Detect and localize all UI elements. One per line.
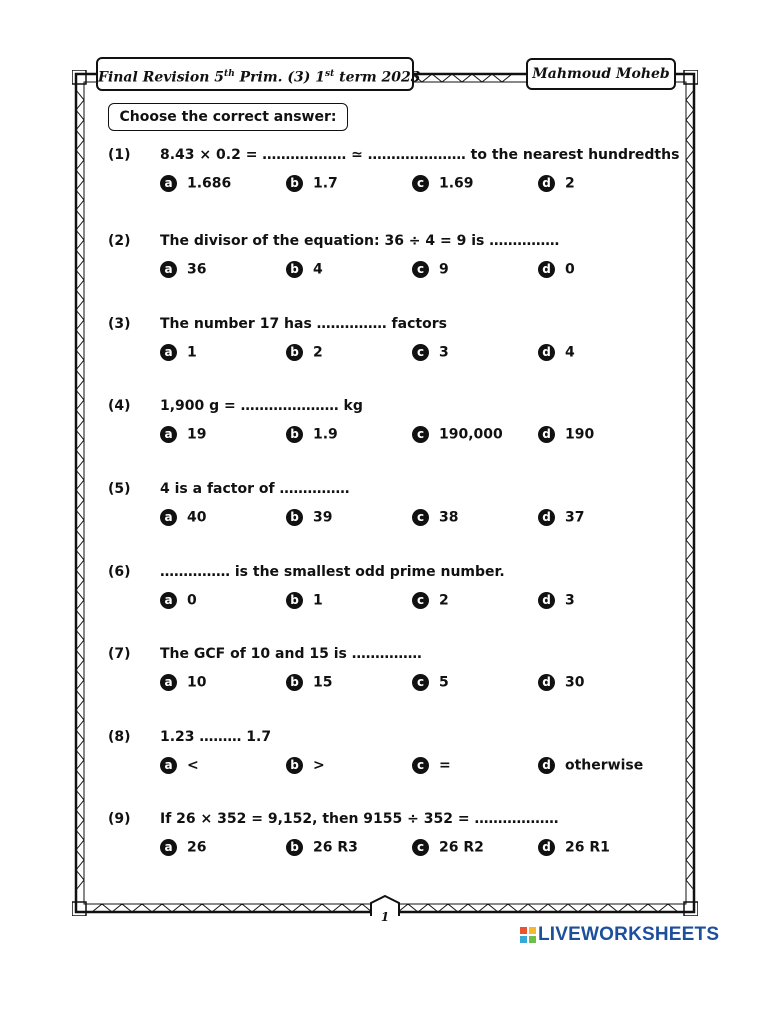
author-name: Mahmoud Moheb xyxy=(526,58,676,90)
option-d[interactable] xyxy=(538,674,584,691)
option-value: 26 R3 xyxy=(313,839,358,856)
option-value: 1 xyxy=(313,592,323,609)
option-value: 19 xyxy=(187,426,207,443)
option-value: otherwise xyxy=(565,757,644,774)
worksheet-title: Final Revision 5th Prim. (3) 1st term 2023 xyxy=(96,57,414,91)
option-letter-c-icon: c xyxy=(412,757,429,774)
option-value: 30 xyxy=(565,674,585,691)
option-b[interactable] xyxy=(286,509,332,526)
liveworksheets-logo xyxy=(520,924,719,948)
option-value: 1.69 xyxy=(439,175,474,192)
option-d[interactable] xyxy=(538,175,575,192)
option-value: 26 R2 xyxy=(439,839,484,856)
option-value: 4 xyxy=(565,344,575,361)
option-value: 1.686 xyxy=(187,175,232,192)
option-value: 1.9 xyxy=(313,426,338,443)
option-letter-a-icon: a xyxy=(160,509,177,526)
option-letter-c-icon: c xyxy=(412,261,429,278)
option-value: 40 xyxy=(187,509,207,526)
option-value: > xyxy=(313,757,325,774)
option-d[interactable] xyxy=(538,839,610,856)
option-b[interactable] xyxy=(286,426,338,443)
option-value: 26 R1 xyxy=(565,839,610,856)
option-letter-b-icon: b xyxy=(286,344,303,361)
option-c[interactable] xyxy=(412,674,449,691)
option-value: 0 xyxy=(187,592,197,609)
option-value: 38 xyxy=(439,509,459,526)
option-a[interactable] xyxy=(160,674,206,691)
brand-text: LIVEWORKSHEETS xyxy=(538,924,720,945)
option-letter-c-icon: c xyxy=(412,592,429,609)
question-stem: 8.43 × 0.2 = ……………… ≃ ………………… to the nearest hundredths xyxy=(160,147,680,163)
option-letter-b-icon: b xyxy=(286,509,303,526)
option-c[interactable] xyxy=(412,175,474,192)
option-a[interactable] xyxy=(160,426,206,443)
option-value: 2 xyxy=(313,344,323,361)
option-letter-a-icon: a xyxy=(160,592,177,609)
option-b[interactable] xyxy=(286,757,325,774)
option-letter-b-icon: b xyxy=(286,757,303,774)
option-value: 3 xyxy=(439,344,449,361)
option-value: 10 xyxy=(187,674,207,691)
option-value: 9 xyxy=(439,261,449,278)
option-a[interactable] xyxy=(160,509,206,526)
option-d[interactable] xyxy=(538,509,584,526)
question-stem: 1.23 ……… 1.7 xyxy=(160,729,272,745)
option-letter-b-icon: b xyxy=(286,674,303,691)
question-stem: The GCF of 10 and 15 is …………… xyxy=(160,646,422,662)
option-b[interactable] xyxy=(286,674,332,691)
question-number: (9) xyxy=(108,811,131,827)
option-value: 190 xyxy=(565,426,595,443)
question-stem: If 26 × 352 = 9,152, then 9155 ÷ 352 = ……………… xyxy=(160,811,559,827)
option-value: 2 xyxy=(439,592,449,609)
option-b[interactable] xyxy=(286,344,323,361)
question-number: (8) xyxy=(108,729,131,745)
question-stem: 4 is a factor of …………… xyxy=(160,481,350,497)
question-number: (1) xyxy=(108,147,131,163)
option-b[interactable] xyxy=(286,175,338,192)
option-c[interactable] xyxy=(412,839,484,856)
option-d[interactable] xyxy=(538,344,575,361)
instruction-label: Choose the correct answer: xyxy=(108,103,348,131)
page-number: 1 xyxy=(380,910,390,924)
option-letter-a-icon: a xyxy=(160,674,177,691)
option-a[interactable] xyxy=(160,344,197,361)
question-stem: 1,900 g = ………………… kg xyxy=(160,398,363,414)
option-b[interactable] xyxy=(286,261,323,278)
option-letter-c-icon: c xyxy=(412,426,429,443)
option-b[interactable] xyxy=(286,592,323,609)
option-a[interactable] xyxy=(160,592,197,609)
option-letter-d-icon: d xyxy=(538,592,555,609)
option-a[interactable] xyxy=(160,757,199,774)
question-number: (7) xyxy=(108,646,131,662)
option-letter-a-icon: a xyxy=(160,344,177,361)
option-value: 39 xyxy=(313,509,333,526)
option-letter-d-icon: d xyxy=(538,839,555,856)
option-letter-c-icon: c xyxy=(412,674,429,691)
option-letter-d-icon: d xyxy=(538,509,555,526)
option-letter-a-icon: a xyxy=(160,839,177,856)
option-letter-d-icon: d xyxy=(538,175,555,192)
option-c[interactable] xyxy=(412,426,503,443)
question-stem: The number 17 has …………… factors xyxy=(160,316,447,332)
question-number: (5) xyxy=(108,481,131,497)
liveworksheets-logo-icon xyxy=(520,927,536,943)
question-stem: …………… is the smallest odd prime number. xyxy=(160,564,505,580)
option-d[interactable] xyxy=(538,426,594,443)
option-letter-c-icon: c xyxy=(412,839,429,856)
option-letter-b-icon: b xyxy=(286,261,303,278)
option-value: 2 xyxy=(565,175,575,192)
question-number: (4) xyxy=(108,398,131,414)
option-letter-d-icon: d xyxy=(538,674,555,691)
option-c[interactable] xyxy=(412,261,449,278)
option-letter-b-icon: b xyxy=(286,175,303,192)
option-value: 190,000 xyxy=(439,426,503,443)
option-value: 26 xyxy=(187,839,207,856)
question-stem: The divisor of the equation: 36 ÷ 4 = 9 is …………… xyxy=(160,233,560,249)
option-letter-c-icon: c xyxy=(412,175,429,192)
option-letter-b-icon: b xyxy=(286,592,303,609)
option-letter-a-icon: a xyxy=(160,426,177,443)
option-letter-a-icon: a xyxy=(160,175,177,192)
option-a[interactable] xyxy=(160,261,206,278)
option-c[interactable] xyxy=(412,344,449,361)
option-letter-d-icon: d xyxy=(538,261,555,278)
option-value: 5 xyxy=(439,674,449,691)
option-value: = xyxy=(439,757,451,774)
option-letter-a-icon: a xyxy=(160,261,177,278)
option-letter-c-icon: c xyxy=(412,344,429,361)
option-d[interactable] xyxy=(538,757,643,774)
option-c[interactable] xyxy=(412,757,451,774)
option-letter-c-icon: c xyxy=(412,509,429,526)
option-value: 1 xyxy=(187,344,197,361)
option-value: 3 xyxy=(565,592,575,609)
option-letter-d-icon: d xyxy=(538,426,555,443)
option-value: 4 xyxy=(313,261,323,278)
option-value: 36 xyxy=(187,261,207,278)
option-letter-a-icon: a xyxy=(160,757,177,774)
option-a[interactable] xyxy=(160,175,231,192)
option-value: < xyxy=(187,757,199,774)
option-a[interactable] xyxy=(160,839,206,856)
option-c[interactable] xyxy=(412,509,458,526)
option-letter-d-icon: d xyxy=(538,344,555,361)
option-b[interactable] xyxy=(286,839,358,856)
option-letter-d-icon: d xyxy=(538,757,555,774)
option-value: 0 xyxy=(565,261,575,278)
option-c[interactable] xyxy=(412,592,449,609)
question-number: (6) xyxy=(108,564,131,580)
option-value: 15 xyxy=(313,674,333,691)
question-number: (2) xyxy=(108,233,131,249)
option-d[interactable] xyxy=(538,261,575,278)
option-letter-b-icon: b xyxy=(286,426,303,443)
option-d[interactable] xyxy=(538,592,575,609)
question-number: (3) xyxy=(108,316,131,332)
option-letter-b-icon: b xyxy=(286,839,303,856)
option-value: 37 xyxy=(565,509,585,526)
option-value: 1.7 xyxy=(313,175,338,192)
